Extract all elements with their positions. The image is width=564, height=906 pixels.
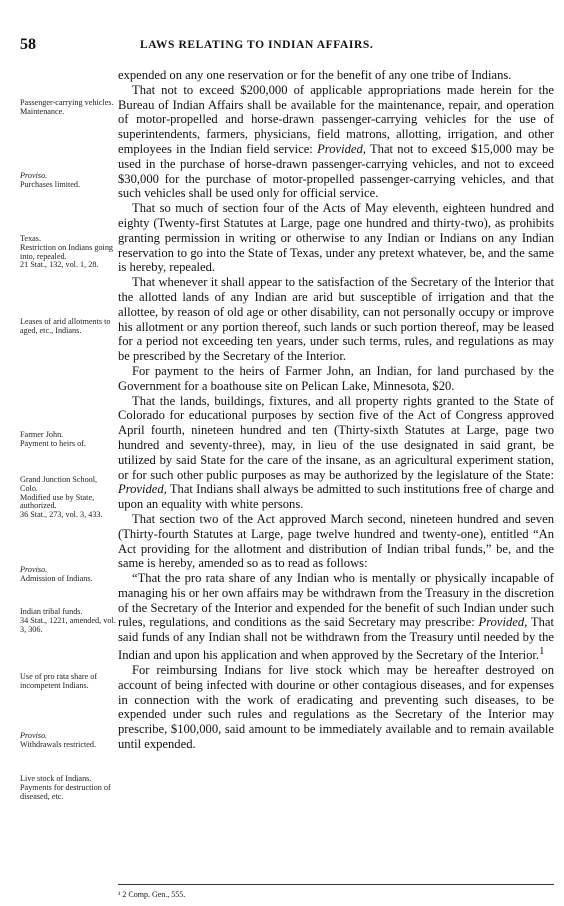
margin-note-line: Proviso. (20, 565, 48, 574)
margin-note (20, 476, 116, 520)
paragraph (118, 663, 554, 752)
margin-note (20, 566, 116, 584)
paragraph-text: For reimbursing Indians for live stock which may be hereafter destroyed on account of being infected with dourine or other contagious diseases, and for expenses in connection with the work of eradicating and preventing such diseases, to be expended under such rules and regulations as the Secretary of the Interior may prescribe, $100,000, said amount to be immediately available and to remain available until expended. (118, 663, 554, 752)
margin-note-line: Withdrawals restricted. (20, 739, 97, 749)
margin-note-line: Farmer John. (20, 430, 64, 439)
margin-note-line: Texas. (20, 234, 42, 243)
margin-note (20, 99, 116, 117)
margin-note-line: Proviso. (20, 171, 48, 180)
margin-note-line: Use of pro rata share of incompetent Indians. (20, 672, 98, 690)
margin-note-line: Restriction on Indians going into, repealed. (20, 242, 114, 261)
margin-note (20, 673, 116, 691)
footnote-marker: 1 (539, 646, 545, 658)
margin-note (20, 775, 116, 801)
paragraph (118, 394, 554, 512)
margin-note (20, 608, 116, 634)
paragraph-text: That said funds of any Indian shall not be withdrawn from the Treasury until needed by the Indian and upon his application and when approved by the Secretary of the Interior. (118, 615, 555, 663)
paragraph (118, 512, 554, 571)
footnote: ¹ 2 Comp. Gen., 555. (118, 890, 186, 899)
page-number: 58 (20, 36, 36, 53)
proviso-italic: Provided, (118, 482, 167, 497)
paragraph-text: That not to exceed $200,000 of applicable appropriations made herein for the Bureau of Indian Affairs shall be available for the maintenance, repair, and operation of motor-propelled and horse-drawn passenger-carrying vehicles for the use of superintendents, farmers, physicians, field matrons, allotting, irrigation, and other employees in the Indian field service: (118, 82, 554, 156)
margin-note (20, 318, 116, 336)
margin-note (20, 172, 116, 190)
footnote-divider (118, 884, 554, 885)
margin-note-line: Payment to heirs of. (20, 438, 86, 448)
margin-note-line: 36 Stat., 273, vol. 3, 433. (20, 510, 103, 520)
margin-note (20, 431, 116, 449)
paragraph-text: That so much of section four of the Acts of May eleventh, eighteen hundred and eighty (Twenty-first Statutes at Large, page one hundred and thirty-two), as prohibits granting permission in writing or otherwise to any Indian or Indians on any Indian reservation to go into the State of Texas, under any pretext whatever, be, and the same is hereby, repealed. (118, 201, 554, 275)
margin-note-line: Leases of arid allotments to aged, etc., Indians. (20, 317, 111, 335)
paragraph-text: “That the pro rata share of any Indian who is mentally or physically incapable of managing his or her own affairs may be withdrawn from the Treasury in the discretion of the Secretary of the Interior and expended for the benefit of such Indian under such rules, regulations, and conditions as the said Secretary may prescribe: (118, 571, 554, 630)
paragraph (118, 364, 554, 394)
body-text (118, 68, 554, 752)
paragraph (118, 68, 554, 83)
paragraph (118, 275, 554, 364)
proviso-italic: Provided, (317, 141, 366, 156)
paragraph-text: That the lands, buildings, fixtures, and all property rights granted to the State of Colorado for educational purposes by section five of the Act of Congress approved April fourth, nineteen hundred and ten (Thirty-sixth Statutes at Large, page two hundred and seventy-three), may, in lieu of the use designated in said grant, be utilized by said State for the care of the insane, as an agricultural experiment station, or for such other public purposes as may be authorized by the legislature of the State: (118, 393, 554, 482)
paragraph-text: That Indians shall always be admitted to such institutions free of charge and upon an equality with white persons. (118, 482, 554, 512)
margin-note-line: Modified use by State, authorized. (20, 492, 95, 511)
paragraph (118, 201, 554, 275)
margin-note (20, 235, 116, 270)
margin-note-line: Indian tribal funds. (20, 607, 83, 616)
margin-note-line: Purchases limited. (20, 179, 81, 189)
paragraph-text: That section two of the Act approved March second, nineteen hundred and seven (Thirty-fourth Statutes at Large, page twelve hundred and twenty-one), entitled “An Act providing for the allotment and distribution of Indian tribal funds,” be, and the same is hereby, amended so as to read as follows: (118, 511, 554, 571)
margin-note-line: Admission of Indians. (20, 573, 93, 583)
margin-note-line: Payments for destruction of diseased, etc. (20, 782, 111, 801)
paragraph-text: That whenever it shall appear to the satisfaction of the Secretary of the Interior that the allotted lands of any Indian are arid but susceptible of irrigation and that the allottee, by reason of old age or other disability, can not personally occupy or improve his allotment or any portion thereof, such lands or such portion thereof, may be leased for a period not exceeding ten years, under such terms, rules, and regulations as may be prescribed by the Secretary of the Interior. (118, 275, 554, 364)
margin-note-line: Proviso. (20, 731, 48, 740)
page-header (20, 36, 560, 56)
margin-note-line: Grand Junction School, Colo. (20, 475, 98, 493)
margin-note-line: Maintenance. (20, 106, 65, 116)
paragraph-text: That not to exceed $15,000 may be used in the purchase of horse-drawn passenger-carrying vehicles, and not to exceed $30,000 for the purchase of motor-propelled passenger-carrying vehicles, and that such vehicles shall be used only for official service. (118, 141, 555, 201)
proviso-italic: Provided, (478, 615, 528, 630)
margin-note-line: 34 Stat., 1221, amended, vol. 3, 306. (20, 615, 116, 634)
margin-note-line: Live stock of Indians. (20, 774, 92, 783)
running-head: LAWS RELATING TO INDIAN AFFAIRS. (140, 39, 374, 51)
margin-note-line: 21 Stat., 132, vol. 1, 28. (20, 260, 99, 270)
paragraph (118, 571, 554, 663)
margin-note-line: Passenger-carrying vehicles. (20, 98, 114, 107)
paragraph-text: expended on any one reservation or for the benefit of any one tribe of Indians. (118, 68, 512, 82)
paragraph-text: For payment to the heirs of Farmer John, an Indian, for land purchased by the Government for a boathouse site on Pelican Lake, Minnesota, $20. (118, 363, 554, 393)
margin-note (20, 732, 116, 750)
paragraph (118, 83, 554, 201)
